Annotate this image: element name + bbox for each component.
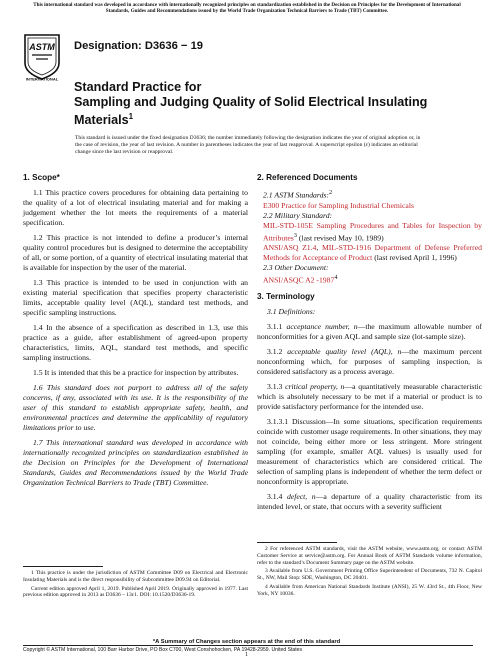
def-3-1-label: 3.1 Definitions: xyxy=(267,306,316,316)
def-3-1-3: 3.1.3 critical property, n—a quantitatively measurable characteristic which is absolutely necessary to be met if a material or product is to provide satisfactory performance for the intended use. xyxy=(257,381,483,411)
def-3-1-2-term: acceptable quality level (AQL), n xyxy=(287,346,402,356)
ref-mil-105e xyxy=(257,221,482,244)
mil-105e-code[interactable]: MIL-STD-105E xyxy=(263,220,313,230)
right-column xyxy=(257,173,482,517)
mil-1916-code[interactable]: MIL-STD-1916 xyxy=(321,243,372,253)
mil-1916-title[interactable]: Department of Defense Preferred Methods for Acceptance of Product xyxy=(263,243,483,263)
ansi-a2-sup: 4 xyxy=(334,274,338,282)
mil-105e-sup: 3 xyxy=(293,231,297,239)
footnotes-right xyxy=(257,538,482,600)
ansi-z14-link[interactable] xyxy=(263,243,316,252)
mil-1916-date: (last revised April 1, 1996) xyxy=(374,253,457,263)
def-3-1-4: 3.1.4 defect, n—a departure of a quality characteristic from its intended level, or state, that occurs with a severity sufficient xyxy=(257,491,483,511)
def-3-1-2-text: —the maximum percent nonconforming which, for purposes of sampling inspection, is considered satisfactory as a process average. xyxy=(257,346,483,376)
logo-wordmark: INTERNATIONAL xyxy=(25,76,59,81)
footnote-1: 1 This practice is under the jurisdiction of ASTM Committee D09 on Electrical and Electronic Insulating Materials and is the direct responsibility of Subcommittee D09.94 on Editorial. xyxy=(23,570,248,583)
e300-link[interactable] xyxy=(263,201,414,210)
astm-logo xyxy=(22,33,62,81)
ref-2-3 xyxy=(257,263,482,273)
designation: Designation: D3636 − 19 xyxy=(74,40,204,52)
def-3-1-3-term: critical property, n xyxy=(285,381,345,391)
def-3-1 xyxy=(257,307,482,317)
svg-text:ASTM: ASTM xyxy=(29,42,55,52)
footnote-divider-left xyxy=(23,566,103,567)
ansi-a2-code[interactable]: ANSI/ASQC A2 -1987 xyxy=(263,275,335,285)
terminology-heading: 3. Terminology xyxy=(257,291,315,301)
footnote-2: 2 For referenced ASTM standards, visit the ASTM website, www.astm.org, or contact ASTM Customer Service at service@astm.org. For Annual Book of ASTM Standards volume information, refer to the standard’s Document Summary page on the ASTM website. xyxy=(257,546,482,566)
def-3-1-2: 3.1.2 acceptable quality level (AQL), n—the maximum percent nonconforming which, for purposes of sampling inspection, is considered satisfactory as a process average. xyxy=(257,346,483,376)
def-3-1-4-text: —a departure of a quality characteristic from its intended level, or state, that occurs with a severity sufficient xyxy=(257,491,483,511)
footnotes-left xyxy=(23,562,248,601)
title-line-1: Standard Practice for xyxy=(74,80,202,94)
def-3-1-1-term: acceptance number, n xyxy=(286,321,358,331)
page-number: 1 xyxy=(245,652,248,658)
para-1-4: 1.4 In the absence of a specification as described in 1.3, use this practice as a guide, after establishment of agreed-upon property characteristics, limits, AQL, standard test methods, and specific sampling instructions. xyxy=(23,323,248,362)
title-line-3: Materials xyxy=(74,112,129,127)
document-title xyxy=(74,80,434,128)
mil-105e-title[interactable]: Sampling Procedures and Tables for Inspection by Attributes xyxy=(263,220,482,243)
para-1-7: 1.7 This international standard was developed in accordance with internationally recognized principles on standardization established in the Decision on Principles for the Development of International Standards, Guides and Recommendations issued by the World Trade Organization Technical Barriers to Trade (TBT) Committee. xyxy=(23,438,248,487)
def-3-1-3-1: 3.1.3.1 Discussion—In some situations, specification requirements coincide with customer usage requirements. In other situations, they may not coincide, being either more or less stringent. More stringent sampling (for example, smaller AQL values) is usually used for measurement of characteristics which are considered critical. The selection of sampling plans is independent of whether the term defect or nonconformity is appropriate. xyxy=(257,416,482,486)
left-column xyxy=(23,173,248,493)
ref-2-3-label: 2.3 Other Document: xyxy=(263,263,329,273)
ref-2-1-label: 2.1 ASTM Standards: xyxy=(263,190,329,200)
copyright-line: Copyright © ASTM International, 100 Barr Harbor Drive, PO Box C700, West Conshohocken, PA 19428-2959. United States xyxy=(23,645,473,653)
referenced-documents-heading: 2. Referenced Documents xyxy=(257,173,358,182)
ref-2-1-sup: 2 xyxy=(329,189,333,196)
ref-ansi-a2 xyxy=(257,273,482,286)
ref-ansi-z14: ANSI/ASQ Z1.4, MIL-STD-1916 Department of Defense Preferred Methods for Acceptance of Product (last revised April 1, 1996) xyxy=(263,243,483,263)
summary-of-changes-note: *A Summary of Changes section appears at the end of this standard xyxy=(152,639,341,645)
para-1-3: 1.3 This practice is intended to be used in conjunction with an existing material specification that specifies property characteristic limits, acceptable quality level (AQL), standard test methods, and specific sampling instructions. xyxy=(23,278,248,317)
e300-title[interactable]: Practice for Sampling Industrial Chemicals xyxy=(281,200,414,210)
title-line-2: Sampling and Judging Quality of Solid Electrical Insulating xyxy=(74,94,428,109)
def-3-1-1: 3.1.1 acceptance number, n—the maximum allowable number of nonconformities for a given AQL and sample size (lot-sample size). xyxy=(257,321,482,341)
para-1-2: 1.2 This practice is not intended to define a producer’s internal quality control procedures but is designed to determine the acceptability of all, or some portion, of a quantity of electrical insulating material that is available for inspection by the user of the material. xyxy=(23,233,248,272)
e300-code[interactable]: E300 xyxy=(263,200,280,210)
footnote-3: 3 Available from U.S. Government Printing Office Superintendent of Documents, 732 N. Capitol St., NW, Mail Stop: SDE, Washington, DC 20401. xyxy=(257,568,482,582)
ansi-a2-link[interactable] xyxy=(263,276,334,285)
issued-note: This standard is issued under the fixed designation D3636; the number immediately following the designation indicates the year of original adoption or, in the case of revision, the year of last revision. A number in parentheses indicates the year of last reapproval. A superscript epsilon (ε) indicates an editorial change since the last revision or reapproval. xyxy=(75,135,421,156)
ref-2-1 xyxy=(257,188,482,201)
title-footnote-mark: 1 xyxy=(128,111,134,121)
wto-notice: This international standard was developed in accordance with internationally recognized principles on standardization established in the Decision on Principles for the Development of International Standards, Guides and Recommendations issued by the World Trade Organization Technical Barriers to Trade (TBT) Committee. xyxy=(33,2,461,15)
def-3-1-4-term: defect, n xyxy=(286,491,316,501)
ref-e300 xyxy=(257,201,482,211)
def-3-1-1-text: —the maximum allowable number of nonconformities for a given AQL and sample size (lot-sample size). xyxy=(257,321,482,341)
para-1-5: 1.5 It is intended that this be a practice for inspection by attributes. xyxy=(33,368,239,377)
footnote-1-edition: Current edition approved April 1, 2019. Published April 2019. Originally approved in 1977. Last previous edition approved in 2013 as D3636 – 13ε1. DOI: 10.1520/D3636-19. xyxy=(23,585,248,599)
ansi-z14-code[interactable]: ANSI/ASQ Z1.4 xyxy=(263,243,317,253)
footnote-4: 4 Available from American National Standards Institute (ANSI), 25 W. 43rd St., 4th Floor, New York, NY 10036. xyxy=(257,583,482,597)
footnote-divider-right xyxy=(257,542,337,543)
scope-heading: 1. Scope* xyxy=(23,173,60,182)
para-1-1: 1.1 This practice covers procedures for obtaining data pertaining to the quality of a lot of electrical insulating material and for making a judgement whether the lot meets the requirements of a material specification. xyxy=(23,188,248,227)
mil-105e-date: (last revised May 10, 1989) xyxy=(298,233,384,243)
def-3-1-3-text: —a quantitatively measurable characteristic which is absolutely necessary to be met if a material or product is to provide satisfactory performance for the intended use. xyxy=(257,381,483,411)
ref-2-2-label: 2.2 Military Standard: xyxy=(263,210,333,220)
ref-2-2 xyxy=(257,211,482,221)
para-1-6: 1.6 This standard does not purport to address all of the safety concerns, if any, associated with its use. It is the responsibility of the user of this standard to establish appropriate safety, health, and environmental practices and determine the applicability of regulatory limitations prior to use. xyxy=(23,383,248,432)
